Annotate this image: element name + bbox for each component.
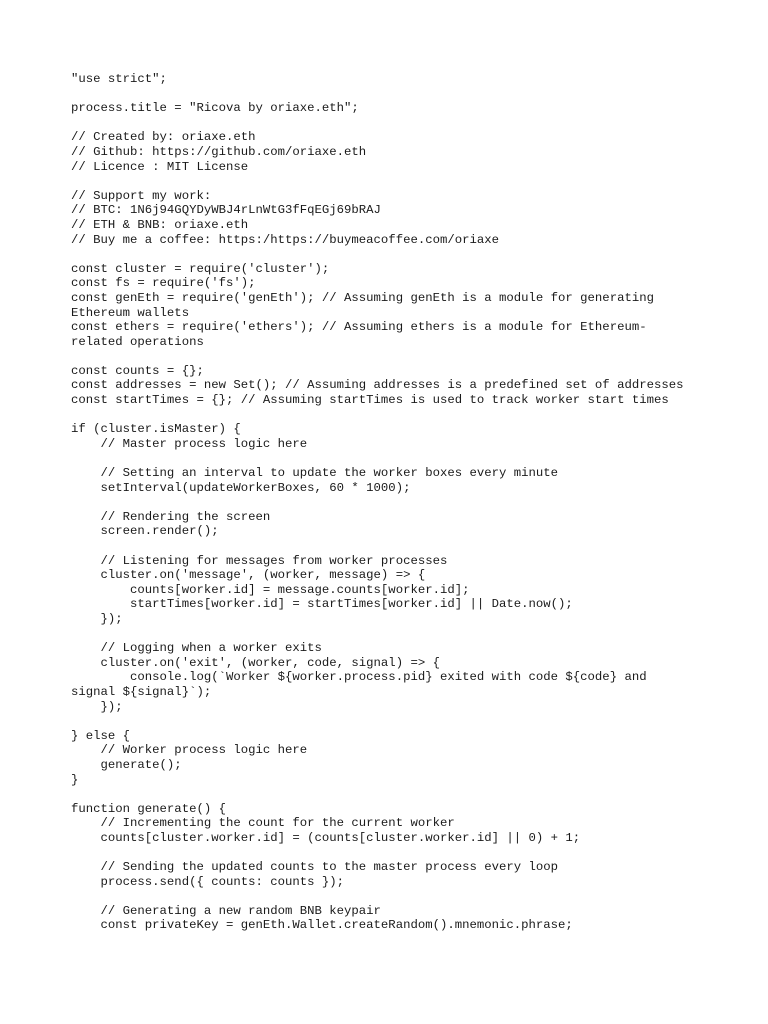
code-line: const fs = require('fs'); [71, 276, 256, 291]
code-line: function generate() { [71, 801, 226, 816]
code-line [71, 451, 711, 466]
code-line [71, 627, 711, 642]
code-line: }); [71, 699, 123, 714]
code-line: generate(); [71, 757, 182, 772]
code-line: // Logging when a worker exits [71, 641, 322, 656]
code-line: } [71, 772, 79, 787]
code-line: const cluster = require('cluster'); [71, 261, 330, 276]
code-line: // Rendering the screen [71, 509, 271, 524]
code-line [71, 845, 711, 860]
code-line [71, 116, 711, 131]
code-line: // Generating a new random BNB keypair [71, 903, 381, 918]
code-line: const addresses = new Set(); // Assuming addresses is a predefined set of addresses [71, 378, 684, 393]
code-line [71, 495, 711, 510]
code-line [71, 349, 711, 364]
code-line: // Buy me a coffee: https:/https://buymeacoffee.com/oriaxe [71, 232, 500, 247]
code-line: // Sending the updated counts to the master process every loop [71, 860, 559, 875]
code-line: startTimes[worker.id] = startTimes[worker.id] || Date.now(); [71, 597, 573, 612]
code-line: const counts = {}; [71, 363, 204, 378]
code-line: console.log(`Worker ${worker.process.pid} exited with code ${code} and [71, 670, 647, 685]
code-line: process.send({ counts: counts }); [71, 874, 345, 889]
code-line: // Github: https://github.com/oriaxe.eth [71, 144, 367, 159]
code-line: // Master process logic here [71, 436, 308, 451]
code-line: screen.render(); [71, 524, 219, 539]
code-line: // Worker process logic here [71, 743, 308, 758]
code-line: const privateKey = genEth.Wallet.createRandom().mnemonic.phrase; [71, 918, 573, 933]
code-line: // Setting an interval to update the worker boxes every minute [71, 466, 559, 481]
code-line: // Listening for messages from worker processes [71, 553, 448, 568]
code-line: // Support my work: [71, 188, 212, 203]
code-line: // Licence : MIT License [71, 159, 249, 174]
code-line [71, 408, 711, 423]
code-line [71, 174, 711, 189]
code-line: process.title = "Ricova by oriaxe.eth"; [71, 101, 359, 116]
code-listing [71, 72, 711, 933]
code-line: const ethers = require('ethers'); // Assuming ethers is a module for Ethereum- [71, 320, 647, 335]
code-line: const startTimes = {}; // Assuming startTimes is used to track worker start times [71, 393, 669, 408]
code-line: cluster.on('message', (worker, message) => { [71, 568, 426, 583]
code-line [71, 539, 711, 554]
code-line [71, 714, 711, 729]
code-line: }); [71, 611, 123, 626]
code-line: Ethereum wallets [71, 305, 190, 320]
code-line [71, 247, 711, 262]
code-line [71, 787, 711, 802]
code-line: } else { [71, 728, 131, 743]
code-line: // BTC: 1N6j94GQYDyWBJ4rLnWtG3fFqEGj69bRAJ [71, 203, 381, 218]
code-line: setInterval(updateWorkerBoxes, 60 * 1000); [71, 480, 411, 495]
code-line: const genEth = require('genEth'); // Assuming genEth is a module for generating [71, 290, 654, 305]
code-line: "use strict"; [71, 72, 167, 86]
code-line: signal ${signal}`); [71, 684, 212, 699]
code-line: related operations [71, 334, 204, 349]
code-line [71, 87, 711, 102]
code-line: // Incrementing the count for the current worker [71, 816, 455, 831]
code-line: counts[cluster.worker.id] = (counts[cluster.worker.id] || 0) + 1; [71, 830, 581, 845]
code-line: // Created by: oriaxe.eth [71, 130, 256, 145]
code-line: counts[worker.id] = message.counts[worker.id]; [71, 582, 470, 597]
code-line: if (cluster.isMaster) { [71, 422, 241, 437]
code-line: // ETH & BNB: oriaxe.eth [71, 217, 249, 232]
code-line [71, 889, 711, 904]
code-line: cluster.on('exit', (worker, code, signal) => { [71, 655, 440, 670]
